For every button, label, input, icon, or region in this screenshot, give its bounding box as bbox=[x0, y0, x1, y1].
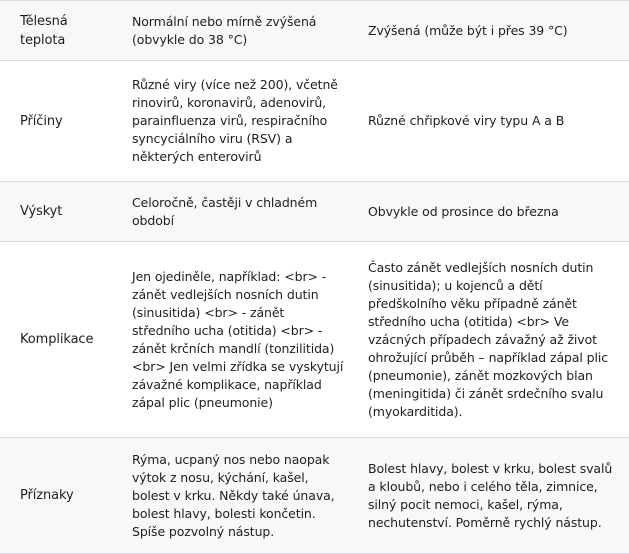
table-row bbox=[0, 182, 629, 242]
cell-cold-complications: Jen ojediněle, například: <br> - zánět vedlejších nosních dutin (sinusitida) <br> - zánět středního ucha (otitida) <br> - zánět krčních mandlí (tonzilitida) <br> Jen velmi zřídka se vyskytují závažné komplikace, například zápal plic (pneumonie) bbox=[132, 268, 344, 410]
cell-cold-symptoms: Rýma, ucpaný nos nebo naopak výtok z nosu, kýchání, kašel, bolest v krku. Někdy také únava, bolest hlavy, bolesti končetin. Spíše pozvolný nástup. bbox=[132, 451, 335, 539]
table-row bbox=[0, 438, 629, 554]
cell-flu-temperature: Zvýšená (může být i přes 39 °C) bbox=[368, 22, 568, 38]
row-label-occurrence: Výskyt bbox=[20, 204, 63, 219]
cell-flu-occurrence: Obvykle od prosince do března bbox=[368, 203, 559, 219]
table-row bbox=[0, 1, 629, 61]
row-label-temperature: Tělesná teplota bbox=[20, 13, 68, 48]
cell-cold-causes: Různé viry (více než 200), včetně rinovirů, koronavirů, adenovirů, parainfluenza virů, respiračního syncyciálního viru (RSV) a některých enterovirů bbox=[132, 77, 338, 164]
cell-cold-temperature: Normální nebo mírně zvýšená (obvykle do 38 °C) bbox=[132, 13, 317, 47]
table-row bbox=[0, 61, 629, 182]
cell-flu-symptoms: Bolest hlavy, bolest v krku, bolest svalů a kloubů, nebo i celého těla, zimnice, silný pocit nemoci, kašel, rýma, nechutenství. Poměrně rychlý nástup. bbox=[368, 460, 613, 530]
cell-flu-complications: Často zánět vedlejších nosních dutin (sinusitida); u kojenců a dětí předškolního věku případně zánět středního ucha (otitida) <br> Ve vzácných případech závažný až život ohrožující průběh – například zápal plic (pneumonie), zánět mozkových blan (meningitida) či zánět srdečního svalu (myokarditida). bbox=[368, 259, 608, 419]
table-row bbox=[0, 242, 629, 438]
row-label-causes: Příčiny bbox=[20, 113, 63, 129]
cell-cold-occurrence: Celoročně, častěji v chladném období bbox=[132, 194, 318, 228]
cell-flu-causes: Různé chřipkové viry typu A a B bbox=[368, 113, 565, 128]
row-label-complications: Komplikace bbox=[20, 332, 94, 347]
row-label-symptoms: Příznaky bbox=[20, 488, 74, 503]
